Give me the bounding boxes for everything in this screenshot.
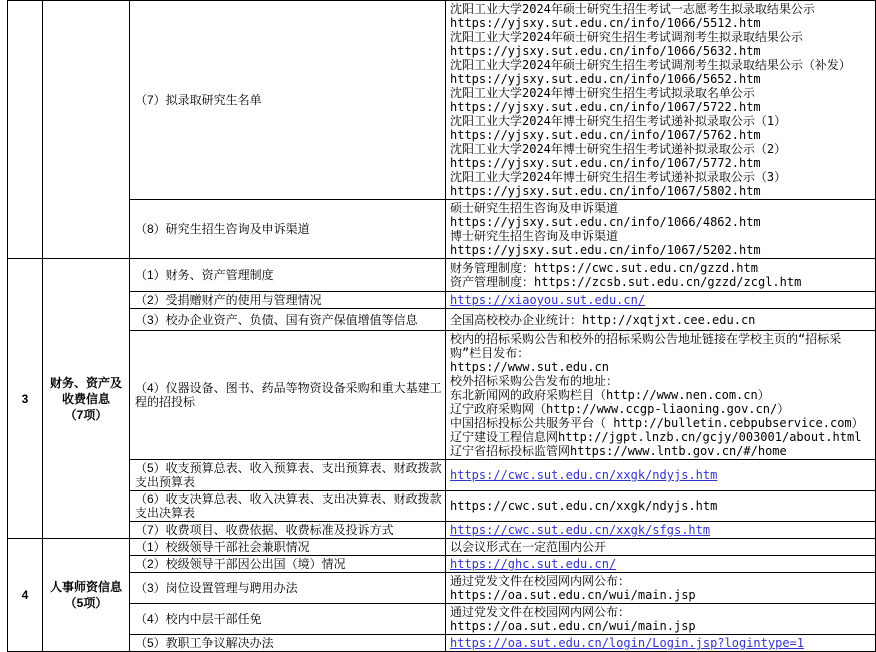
- content-line: 通过党发文件在校园网内网公布：: [450, 605, 631, 619]
- disclosure-item-label: （1）校级领导干部社会兼职情况: [130, 539, 446, 556]
- content-line: 沈阳工业大学2024年博士研究生招生考试递补拟录取公示（3）: [450, 170, 787, 184]
- table-row: [8, 635, 876, 652]
- disclosure-item-label: （3）校办企业资产、负债、国有资产保值增值等信息: [130, 309, 446, 331]
- content-line: 财务管理制度：https://cwc.sut.edu.cn/gzzd.htm: [450, 261, 758, 275]
- content-line: https://yjsxy.sut.edu.cn/info/1066/5512.htm: [450, 16, 761, 30]
- table-row: [8, 200, 876, 259]
- hyperlink[interactable]: https://ghc.sut.edu.cn/: [450, 557, 617, 571]
- content-line: https://yjsxy.sut.edu.cn/info/1067/5802.htm: [450, 184, 761, 198]
- disclosure-item-label: （2）受捐赠财产的使用与管理情况: [130, 292, 446, 309]
- content-line: https://yjsxy.sut.edu.cn/info/1067/5762.htm: [450, 128, 761, 142]
- content-line: 以会议形式在一定范围内公开: [450, 540, 607, 554]
- table-row: [8, 573, 876, 604]
- disclosure-item-content: [446, 573, 876, 604]
- disclosure-item-label: （1）财务、资产管理制度: [130, 259, 446, 292]
- content-line: 沈阳工业大学2024年硕士研究生招生考试调剂考生拟录取结果公示（补发）: [450, 58, 851, 72]
- section-category-line: （5项）: [64, 596, 108, 610]
- content-line: https://yjsxy.sut.edu.cn/info/1067/5722.htm: [450, 100, 761, 114]
- section-number: [8, 1, 43, 259]
- hyperlink[interactable]: https://xiaoyou.sut.edu.cn/: [450, 293, 646, 307]
- disclosure-item-label: （7）拟录取研究生名单: [130, 1, 446, 200]
- content-line: 辽宁政府采购网（http://www.ccgp-liaoning.gov.cn/）: [450, 402, 790, 416]
- content-line: https://yjsxy.sut.edu.cn/info/1067/5772.htm: [450, 156, 761, 170]
- disclosure-item-label: （4）校内中层干部任免: [130, 604, 446, 635]
- content-line: https://oa.sut.edu.cn/wui/main.jsp: [450, 588, 696, 602]
- content-line: https://oa.sut.edu.cn/wui/main.jsp: [450, 619, 696, 633]
- disclosure-item-content: [446, 460, 876, 491]
- content-line: 沈阳工业大学2024年硕士研究生招生考试调剂考生拟录取结果公示: [450, 30, 803, 44]
- content-line: https://yjsxy.sut.edu.cn/info/1067/5202.htm: [450, 243, 761, 257]
- content-line: 资产管理制度：https://zcsb.sut.edu.cn/gzzd/zcgl.htm: [450, 275, 802, 289]
- content-line: 校外招标采购公告发布的地址：: [450, 374, 619, 388]
- disclosure-item-label: （5）教职工争议解决办法: [130, 635, 446, 652]
- content-line: https://www.sut.edu.cn: [450, 360, 609, 374]
- disclosure-item-label: （6）收支决算总表、收入决算表、支出决算表、财政拨款支出决算表: [130, 491, 446, 522]
- table-row: [8, 292, 876, 309]
- disclosure-item-content: [446, 309, 876, 331]
- content-line: 沈阳工业大学2024年博士研究生招生考试递补拟录取公示（2）: [450, 142, 787, 156]
- table-row: [8, 556, 876, 573]
- table-row: [8, 539, 876, 556]
- content-line: 东北新闻网的政府采购栏目（http://www.nen.com.cn）: [450, 388, 770, 402]
- content-line: 中国招标投标公共服务平台（ http://bulletin.cebpubservice.com）: [450, 416, 864, 430]
- hyperlink[interactable]: https://cwc.sut.edu.cn/xxgk/sfgs.htm: [450, 523, 711, 537]
- disclosure-item-label: （7）收费项目、收费依据、收费标准及投诉方式: [130, 522, 446, 539]
- disclosure-table: [7, 0, 876, 652]
- table-row: [8, 331, 876, 460]
- disclosure-item-content: [446, 259, 876, 292]
- table-row: [8, 1, 876, 200]
- content-line: https://yjsxy.sut.edu.cn/info/1066/5632.htm: [450, 44, 761, 58]
- content-line: 全国高校校办企业统计：http://xqtjxt.cee.edu.cn: [450, 312, 756, 327]
- disclosure-item-content: [446, 522, 876, 539]
- content-line: 辽宁省招标投标监管网https://www.lntb.gov.cn/#/home: [450, 444, 787, 458]
- disclosure-item-label: （5）收支预算总表、收入预算表、支出预算表、财政拨款支出预算表: [130, 460, 446, 491]
- section-category: [43, 259, 130, 539]
- hyperlink[interactable]: https://oa.sut.edu.cn/login/Login.jsp?logintype=1: [450, 636, 805, 650]
- table-row: [8, 491, 876, 522]
- table-row: [8, 522, 876, 539]
- disclosure-item-content: [446, 604, 876, 635]
- section-category: [43, 1, 130, 259]
- section-number: 3: [8, 259, 43, 539]
- content-line: 沈阳工业大学2024年博士研究生招生考试递补拟录取公示（1）: [450, 114, 787, 128]
- disclosure-item-content: [446, 1, 876, 200]
- content-line: https://cwc.sut.edu.cn/xxgk/ndyjs.htm: [450, 499, 718, 513]
- table-row: [8, 460, 876, 491]
- content-line: 辽宁建设工程信息网http://jgpt.lnzb.cn/gcjy/003001/about.html: [450, 430, 862, 444]
- section-number: 4: [8, 539, 43, 652]
- disclosure-table-body: [8, 1, 876, 652]
- disclosure-item-content: [446, 635, 876, 652]
- content-line: 沈阳工业大学2024年博士研究生招生考试拟录取名单公示: [450, 86, 755, 100]
- disclosure-item-content: [446, 491, 876, 522]
- section-category: [43, 539, 130, 652]
- disclosure-item-label: （8）研究生招生咨询及申诉渠道: [130, 200, 446, 259]
- content-line: 硕士研究生招生咨询及申诉渠道: [450, 201, 619, 215]
- section-category-line: 财务、资产及: [49, 375, 122, 390]
- disclosure-item-content: [446, 331, 876, 460]
- content-line: https://yjsxy.sut.edu.cn/info/1066/4862.htm: [450, 215, 761, 229]
- disclosure-item-content: [446, 200, 876, 259]
- table-row: [8, 259, 876, 292]
- hyperlink[interactable]: https://cwc.sut.edu.cn/xxgk/ndyjs.htm: [450, 468, 718, 482]
- content-line: 博士研究生招生咨询及申诉渠道: [450, 229, 619, 243]
- disclosure-item-content: [446, 292, 876, 309]
- content-line: 通过党发文件在校园网内网公布：: [450, 574, 631, 588]
- disclosure-item-label: （4）仪器设备、图书、药品等物资设备采购和重大基建工程的招投标: [130, 331, 446, 460]
- disclosure-item-content: [446, 556, 876, 573]
- content-line: 校内的招标采购公告和校外的招标采购公告地址链接在学校主页的“招标采购”栏目发布：: [450, 332, 842, 360]
- section-category-line: 人事师资信息: [49, 580, 122, 594]
- disclosure-item-label: （3）岗位设置管理与聘用办法: [130, 573, 446, 604]
- disclosure-item-label: （2）校级领导干部因公出国（境）情况: [130, 556, 446, 573]
- disclosure-item-content: [446, 539, 876, 556]
- content-line: https://yjsxy.sut.edu.cn/info/1066/5652.htm: [450, 72, 761, 86]
- content-line: 沈阳工业大学2024年硕士研究生招生考试一志愿考生拟录取结果公示: [450, 2, 815, 16]
- table-row: [8, 604, 876, 635]
- table-row: [8, 309, 876, 331]
- section-category-line: （7项）: [64, 407, 108, 422]
- section-category-line: 收费信息: [61, 391, 110, 406]
